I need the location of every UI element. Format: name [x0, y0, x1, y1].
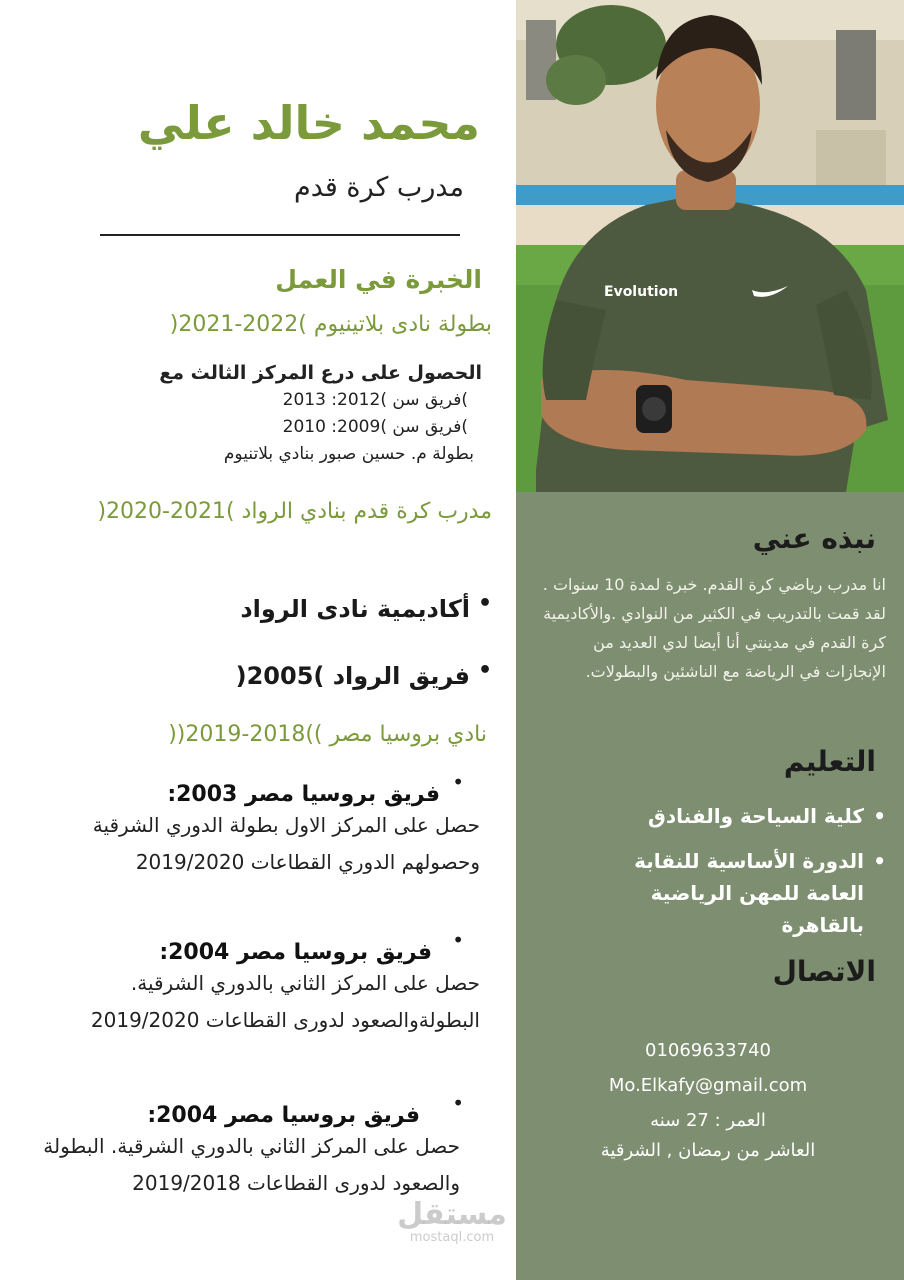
about-heading: نبذه عني — [752, 522, 876, 555]
contact-phone[interactable]: 01069633740 — [645, 1040, 771, 1061]
contact-address: العاشر من رمضان , الشرقية — [600, 1140, 816, 1161]
bullet-dot: • — [452, 770, 464, 794]
bullet-dot: • — [452, 928, 464, 952]
job2-bullet-academy: أكاديمية نادى الرواد • — [90, 595, 470, 623]
entry-heading: فريق بروسيا مصر 2004: — [147, 1103, 420, 1128]
achievement-entry — [50, 770, 480, 881]
shirt-text: Evolution — [604, 284, 679, 300]
person-name: محمد خالد علي — [137, 96, 480, 150]
watermark-url: mostaql.com — [409, 1230, 495, 1245]
job2-title: مدرب كرة قدم بنادي الرواد )2021-2020( — [97, 499, 492, 524]
achievement-entry — [50, 928, 480, 1039]
job-title: مدرب كرة قدم — [294, 172, 464, 203]
entry-heading: فريق بروسيا مصر 2003: — [167, 782, 440, 807]
experience-heading: الخبرة في العمل — [275, 265, 482, 294]
contact-email[interactable]: Mo.Elkafy@gmail.com — [608, 1075, 808, 1096]
job1-title: بطولة نادى بلاتينيوم )2022-2021( — [169, 312, 492, 337]
job3-title: نادي بروسيا مصر ))2018-2019(( — [168, 722, 487, 747]
title-divider — [100, 234, 460, 236]
contact-age: العمر : 27 سنه — [650, 1110, 766, 1131]
job1-line3: )فريق سن )2009: 2010 — [282, 417, 468, 437]
job1-details — [60, 360, 482, 468]
watermark — [392, 1197, 512, 1245]
education-item: كلية السياحة والفنادق • — [574, 800, 864, 832]
education-heading: التعليم — [783, 745, 876, 778]
entry-body: حصل على المركز الثاني بالدوري الشرقية. البطولةوالصعود لدورى القطاعات 2019/2020 — [90, 971, 480, 1032]
education-item: الدورة الأساسية للنقابة العامة للمهن الرياضية بالقاهرة • — [574, 845, 864, 941]
entry-heading: فريق بروسيا مصر 2004: — [159, 940, 432, 965]
achievement-entry — [40, 1091, 464, 1202]
profile-photo — [516, 0, 904, 492]
bullet-dot: • — [452, 1091, 464, 1115]
about-text: انا مدرب رياضي كرة القدم. خبرة لمدة 10 سنوات . لقد قمت بالتدريب في الكثير من النوادي .والأكاديمية كرة القدم في مدينتي أنا أيضا لدي العديد من الإنجازات في الرياضة مع الناشئين والبطولات. — [542, 575, 886, 681]
job1-line4: بطولة م. حسين صبور بنادي بلاتنيوم — [223, 444, 474, 464]
job1-line1: الحصول على درع المركز الثالث مع — [159, 362, 482, 384]
profile-photo-illustration — [516, 0, 904, 492]
job2-bullet-team: فريق الرواد )2005( • — [90, 662, 470, 690]
job1-line2: )فريق سن )2012: 2013 — [282, 390, 468, 410]
watermark-logo: مستقل — [397, 1197, 507, 1232]
contact-heading: الاتصال — [772, 955, 876, 988]
entry-body: حصل على المركز الثاني بالدوري الشرقية. البطولة والصعود لدورى القطاعات 2019/2018 — [43, 1134, 460, 1195]
entry-body: حصل على المركز الاول بطولة الدوري الشرقية وحصولهم الدوري القطاعات 2019/2020 — [92, 813, 480, 874]
